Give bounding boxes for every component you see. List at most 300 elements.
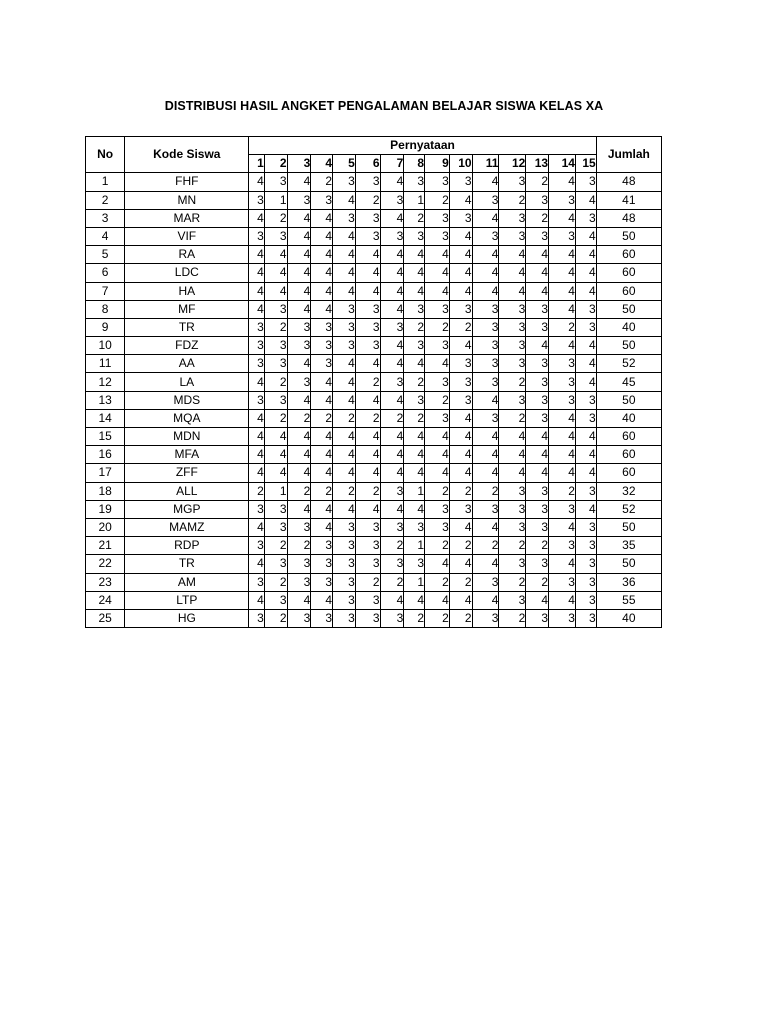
cell-score: 2 — [264, 373, 287, 391]
cell-score: 4 — [449, 409, 472, 427]
cell-score: 2 — [404, 409, 425, 427]
cell-score: 3 — [575, 391, 596, 409]
header-question-number: 13 — [526, 155, 549, 173]
cell-score: 4 — [264, 246, 287, 264]
cell-score: 4 — [549, 209, 576, 227]
cell-score: 2 — [311, 173, 333, 191]
cell-score: 4 — [249, 264, 265, 282]
cell-score: 2 — [425, 191, 450, 209]
cell-score: 3 — [472, 191, 499, 209]
cell-score: 4 — [311, 464, 333, 482]
cell-kode-siswa: MN — [125, 191, 249, 209]
table-row — [86, 227, 662, 245]
cell-score: 2 — [526, 173, 549, 191]
cell-score: 3 — [380, 373, 404, 391]
table-row — [86, 191, 662, 209]
cell-score: 4 — [355, 446, 380, 464]
cell-score: 3 — [526, 482, 549, 500]
cell-score: 3 — [526, 373, 549, 391]
cell-score: 1 — [264, 191, 287, 209]
cell-score: 4 — [404, 591, 425, 609]
cell-score: 4 — [449, 282, 472, 300]
cell-score: 4 — [526, 246, 549, 264]
cell-score: 3 — [333, 318, 356, 336]
cell-score: 4 — [425, 446, 450, 464]
cell-score: 4 — [549, 409, 576, 427]
cell-score: 3 — [333, 555, 356, 573]
cell-score: 2 — [264, 537, 287, 555]
header-question-number: 2 — [264, 155, 287, 173]
cell-score: 3 — [311, 555, 333, 573]
cell-jumlah: 35 — [596, 537, 661, 555]
cell-no: 20 — [86, 518, 125, 536]
cell-score: 3 — [287, 337, 311, 355]
cell-score: 3 — [499, 355, 526, 373]
cell-score: 1 — [404, 537, 425, 555]
cell-score: 3 — [472, 318, 499, 336]
cell-score: 4 — [287, 464, 311, 482]
cell-score: 4 — [472, 173, 499, 191]
cell-score: 4 — [355, 391, 380, 409]
cell-score: 3 — [472, 355, 499, 373]
cell-jumlah: 48 — [596, 173, 661, 191]
cell-score: 4 — [287, 282, 311, 300]
cell-kode-siswa: MQA — [125, 409, 249, 427]
cell-score: 2 — [287, 482, 311, 500]
cell-no: 2 — [86, 191, 125, 209]
cell-score: 2 — [311, 409, 333, 427]
cell-score: 3 — [526, 500, 549, 518]
cell-score: 2 — [380, 409, 404, 427]
cell-no: 21 — [86, 537, 125, 555]
cell-score: 3 — [472, 227, 499, 245]
cell-score: 4 — [549, 337, 576, 355]
cell-score: 4 — [333, 227, 356, 245]
cell-score: 4 — [575, 264, 596, 282]
cell-score: 4 — [355, 246, 380, 264]
cell-kode-siswa: AM — [125, 573, 249, 591]
cell-score: 4 — [472, 446, 499, 464]
cell-score: 3 — [333, 573, 356, 591]
cell-score: 4 — [355, 282, 380, 300]
header-kode-siswa: Kode Siswa — [125, 137, 249, 173]
table-row — [86, 537, 662, 555]
cell-score: 4 — [311, 373, 333, 391]
cell-score: 3 — [526, 191, 549, 209]
cell-score: 3 — [249, 609, 265, 627]
cell-score: 3 — [449, 391, 472, 409]
table-row — [86, 409, 662, 427]
cell-score: 4 — [472, 591, 499, 609]
cell-score: 3 — [425, 227, 450, 245]
cell-no: 24 — [86, 591, 125, 609]
cell-score: 4 — [380, 264, 404, 282]
cell-score: 4 — [380, 446, 404, 464]
cell-score: 4 — [333, 500, 356, 518]
cell-kode-siswa: MDS — [125, 391, 249, 409]
header-question-number: 15 — [575, 155, 596, 173]
cell-score: 4 — [575, 500, 596, 518]
cell-score: 3 — [449, 373, 472, 391]
cell-score: 4 — [425, 246, 450, 264]
cell-score: 3 — [333, 591, 356, 609]
cell-no: 22 — [86, 555, 125, 573]
cell-score: 3 — [575, 209, 596, 227]
cell-score: 4 — [472, 391, 499, 409]
cell-score: 3 — [311, 537, 333, 555]
cell-score: 1 — [404, 573, 425, 591]
cell-no: 18 — [86, 482, 125, 500]
cell-score: 3 — [472, 573, 499, 591]
cell-jumlah: 50 — [596, 555, 661, 573]
cell-score: 2 — [355, 373, 380, 391]
cell-score: 4 — [575, 373, 596, 391]
cell-score: 3 — [526, 555, 549, 573]
cell-kode-siswa: MF — [125, 300, 249, 318]
cell-score: 4 — [380, 464, 404, 482]
cell-score: 3 — [575, 318, 596, 336]
cell-score: 4 — [249, 373, 265, 391]
cell-score: 3 — [472, 409, 499, 427]
cell-score: 4 — [249, 555, 265, 573]
cell-score: 3 — [264, 355, 287, 373]
cell-score: 2 — [499, 373, 526, 391]
cell-score: 3 — [449, 300, 472, 318]
cell-score: 3 — [499, 555, 526, 573]
cell-score: 4 — [333, 373, 356, 391]
cell-score: 3 — [333, 337, 356, 355]
cell-score: 3 — [499, 591, 526, 609]
cell-score: 4 — [472, 518, 499, 536]
cell-score: 4 — [425, 464, 450, 482]
cell-score: 4 — [380, 246, 404, 264]
cell-no: 9 — [86, 318, 125, 336]
cell-score: 3 — [404, 173, 425, 191]
cell-jumlah: 50 — [596, 300, 661, 318]
cell-score: 3 — [499, 209, 526, 227]
cell-kode-siswa: MFA — [125, 446, 249, 464]
table-row — [86, 428, 662, 446]
cell-score: 4 — [287, 246, 311, 264]
cell-score: 3 — [425, 300, 450, 318]
cell-jumlah: 60 — [596, 246, 661, 264]
cell-score: 4 — [449, 246, 472, 264]
cell-score: 4 — [311, 428, 333, 446]
cell-kode-siswa: TR — [125, 318, 249, 336]
cell-score: 2 — [425, 609, 450, 627]
cell-score: 4 — [333, 428, 356, 446]
cell-score: 4 — [549, 555, 576, 573]
cell-score: 2 — [333, 482, 356, 500]
cell-score: 4 — [449, 518, 472, 536]
table-row — [86, 518, 662, 536]
cell-score: 2 — [264, 409, 287, 427]
cell-score: 4 — [333, 246, 356, 264]
cell-no: 7 — [86, 282, 125, 300]
cell-score: 3 — [549, 191, 576, 209]
cell-score: 4 — [425, 591, 450, 609]
cell-score: 4 — [249, 591, 265, 609]
cell-score: 2 — [404, 373, 425, 391]
cell-score: 3 — [311, 318, 333, 336]
cell-score: 4 — [404, 246, 425, 264]
cell-score: 4 — [575, 464, 596, 482]
cell-score: 2 — [449, 318, 472, 336]
cell-score: 3 — [404, 227, 425, 245]
cell-score: 4 — [549, 282, 576, 300]
cell-score: 2 — [264, 209, 287, 227]
cell-score: 4 — [287, 391, 311, 409]
cell-jumlah: 48 — [596, 209, 661, 227]
cell-score: 3 — [249, 191, 265, 209]
cell-kode-siswa: MAMZ — [125, 518, 249, 536]
cell-jumlah: 60 — [596, 428, 661, 446]
cell-jumlah: 55 — [596, 591, 661, 609]
cell-score: 4 — [499, 428, 526, 446]
cell-score: 4 — [472, 209, 499, 227]
cell-jumlah: 50 — [596, 391, 661, 409]
cell-score: 4 — [449, 191, 472, 209]
cell-score: 4 — [472, 264, 499, 282]
cell-score: 3 — [380, 191, 404, 209]
cell-score: 4 — [549, 173, 576, 191]
cell-score: 2 — [264, 573, 287, 591]
table-row — [86, 264, 662, 282]
cell-score: 4 — [549, 428, 576, 446]
cell-score: 4 — [575, 337, 596, 355]
cell-score: 4 — [333, 355, 356, 373]
cell-score: 3 — [380, 318, 404, 336]
header-jumlah: Jumlah — [596, 137, 661, 173]
cell-score: 4 — [311, 282, 333, 300]
cell-score: 3 — [404, 518, 425, 536]
cell-score: 3 — [425, 518, 450, 536]
cell-score: 2 — [425, 318, 450, 336]
cell-score: 3 — [499, 337, 526, 355]
cell-score: 3 — [425, 337, 450, 355]
cell-score: 4 — [499, 246, 526, 264]
cell-score: 3 — [355, 537, 380, 555]
cell-kode-siswa: FDZ — [125, 337, 249, 355]
cell-score: 3 — [449, 355, 472, 373]
cell-score: 3 — [311, 337, 333, 355]
cell-score: 4 — [249, 173, 265, 191]
cell-no: 15 — [86, 428, 125, 446]
cell-score: 3 — [526, 318, 549, 336]
cell-score: 3 — [499, 227, 526, 245]
cell-score: 4 — [526, 446, 549, 464]
cell-score: 2 — [472, 482, 499, 500]
cell-score: 3 — [499, 391, 526, 409]
cell-jumlah: 41 — [596, 191, 661, 209]
header-question-number: 14 — [549, 155, 576, 173]
cell-score: 3 — [499, 518, 526, 536]
cell-score: 4 — [287, 227, 311, 245]
cell-jumlah: 52 — [596, 355, 661, 373]
cell-score: 4 — [472, 464, 499, 482]
cell-score: 2 — [449, 537, 472, 555]
cell-score: 3 — [249, 537, 265, 555]
cell-score: 2 — [499, 409, 526, 427]
cell-kode-siswa: ALL — [125, 482, 249, 500]
cell-score: 3 — [311, 609, 333, 627]
survey-results-table — [85, 136, 662, 628]
cell-score: 3 — [311, 191, 333, 209]
cell-score: 4 — [575, 282, 596, 300]
cell-score: 4 — [355, 464, 380, 482]
cell-no: 8 — [86, 300, 125, 318]
cell-score: 3 — [355, 209, 380, 227]
table-row — [86, 337, 662, 355]
cell-score: 4 — [499, 464, 526, 482]
cell-score: 3 — [264, 500, 287, 518]
cell-score: 4 — [549, 518, 576, 536]
cell-score: 4 — [311, 209, 333, 227]
cell-score: 2 — [472, 537, 499, 555]
cell-score: 3 — [526, 409, 549, 427]
cell-score: 3 — [380, 518, 404, 536]
cell-no: 14 — [86, 409, 125, 427]
cell-score: 3 — [526, 300, 549, 318]
cell-score: 4 — [425, 282, 450, 300]
cell-score: 3 — [472, 609, 499, 627]
cell-score: 3 — [449, 209, 472, 227]
header-pernyataan: Pernyataan — [249, 137, 596, 155]
cell-score: 2 — [425, 537, 450, 555]
cell-score: 4 — [380, 209, 404, 227]
cell-score: 2 — [249, 482, 265, 500]
cell-kode-siswa: LTP — [125, 591, 249, 609]
header-question-number: 6 — [355, 155, 380, 173]
table-row — [86, 246, 662, 264]
table-row — [86, 391, 662, 409]
header-question-number: 12 — [499, 155, 526, 173]
cell-no: 25 — [86, 609, 125, 627]
cell-score: 4 — [311, 591, 333, 609]
cell-score: 4 — [472, 246, 499, 264]
cell-score: 4 — [499, 264, 526, 282]
table-row — [86, 209, 662, 227]
table-row — [86, 573, 662, 591]
cell-score: 4 — [311, 246, 333, 264]
cell-score: 4 — [575, 428, 596, 446]
cell-score: 4 — [249, 446, 265, 464]
cell-score: 4 — [575, 355, 596, 373]
cell-score: 3 — [264, 300, 287, 318]
cell-score: 3 — [380, 482, 404, 500]
cell-score: 4 — [404, 446, 425, 464]
cell-score: 3 — [575, 537, 596, 555]
cell-score: 4 — [249, 518, 265, 536]
cell-score: 3 — [355, 300, 380, 318]
cell-score: 4 — [355, 264, 380, 282]
cell-score: 2 — [380, 573, 404, 591]
cell-score: 3 — [264, 227, 287, 245]
cell-kode-siswa: VIF — [125, 227, 249, 245]
cell-score: 2 — [287, 537, 311, 555]
cell-score: 4 — [264, 428, 287, 446]
cell-score: 3 — [287, 609, 311, 627]
cell-score: 3 — [449, 500, 472, 518]
cell-score: 4 — [526, 428, 549, 446]
cell-jumlah: 45 — [596, 373, 661, 391]
cell-score: 4 — [526, 464, 549, 482]
cell-score: 4 — [472, 428, 499, 446]
cell-score: 4 — [404, 282, 425, 300]
cell-score: 4 — [249, 209, 265, 227]
cell-score: 3 — [333, 537, 356, 555]
cell-score: 2 — [449, 609, 472, 627]
cell-no: 11 — [86, 355, 125, 373]
cell-score: 3 — [526, 391, 549, 409]
cell-score: 3 — [499, 173, 526, 191]
cell-score: 4 — [311, 300, 333, 318]
cell-score: 3 — [575, 518, 596, 536]
cell-score: 3 — [287, 573, 311, 591]
cell-score: 4 — [355, 500, 380, 518]
cell-score: 3 — [355, 555, 380, 573]
cell-score: 4 — [404, 264, 425, 282]
cell-score: 2 — [264, 609, 287, 627]
cell-score: 3 — [449, 173, 472, 191]
cell-score: 3 — [575, 300, 596, 318]
cell-score: 2 — [333, 409, 356, 427]
cell-score: 4 — [264, 282, 287, 300]
cell-kode-siswa: AA — [125, 355, 249, 373]
cell-score: 4 — [499, 282, 526, 300]
cell-no: 16 — [86, 446, 125, 464]
cell-score: 3 — [499, 482, 526, 500]
cell-kode-siswa: MGP — [125, 500, 249, 518]
cell-score: 3 — [472, 373, 499, 391]
cell-score: 3 — [526, 227, 549, 245]
cell-no: 1 — [86, 173, 125, 191]
cell-score: 4 — [549, 246, 576, 264]
cell-jumlah: 50 — [596, 518, 661, 536]
header-no: No — [86, 137, 125, 173]
cell-score: 4 — [380, 500, 404, 518]
cell-score: 3 — [249, 318, 265, 336]
cell-no: 17 — [86, 464, 125, 482]
cell-score: 3 — [355, 609, 380, 627]
cell-score: 3 — [526, 609, 549, 627]
cell-score: 4 — [425, 555, 450, 573]
cell-score: 2 — [526, 209, 549, 227]
cell-jumlah: 50 — [596, 337, 661, 355]
header-question-number: 7 — [380, 155, 404, 173]
cell-score: 4 — [380, 282, 404, 300]
cell-score: 2 — [355, 191, 380, 209]
cell-score: 4 — [249, 300, 265, 318]
cell-score: 3 — [575, 591, 596, 609]
cell-score: 3 — [425, 409, 450, 427]
cell-score: 3 — [287, 373, 311, 391]
cell-score: 3 — [575, 173, 596, 191]
cell-score: 3 — [287, 191, 311, 209]
cell-score: 3 — [499, 318, 526, 336]
cell-score: 3 — [333, 173, 356, 191]
cell-score: 3 — [355, 227, 380, 245]
cell-score: 4 — [449, 264, 472, 282]
cell-score: 4 — [333, 446, 356, 464]
cell-score: 3 — [355, 337, 380, 355]
cell-no: 12 — [86, 373, 125, 391]
cell-score: 3 — [355, 173, 380, 191]
cell-score: 2 — [264, 318, 287, 336]
table-row — [86, 482, 662, 500]
cell-score: 4 — [311, 518, 333, 536]
cell-jumlah: 40 — [596, 409, 661, 427]
